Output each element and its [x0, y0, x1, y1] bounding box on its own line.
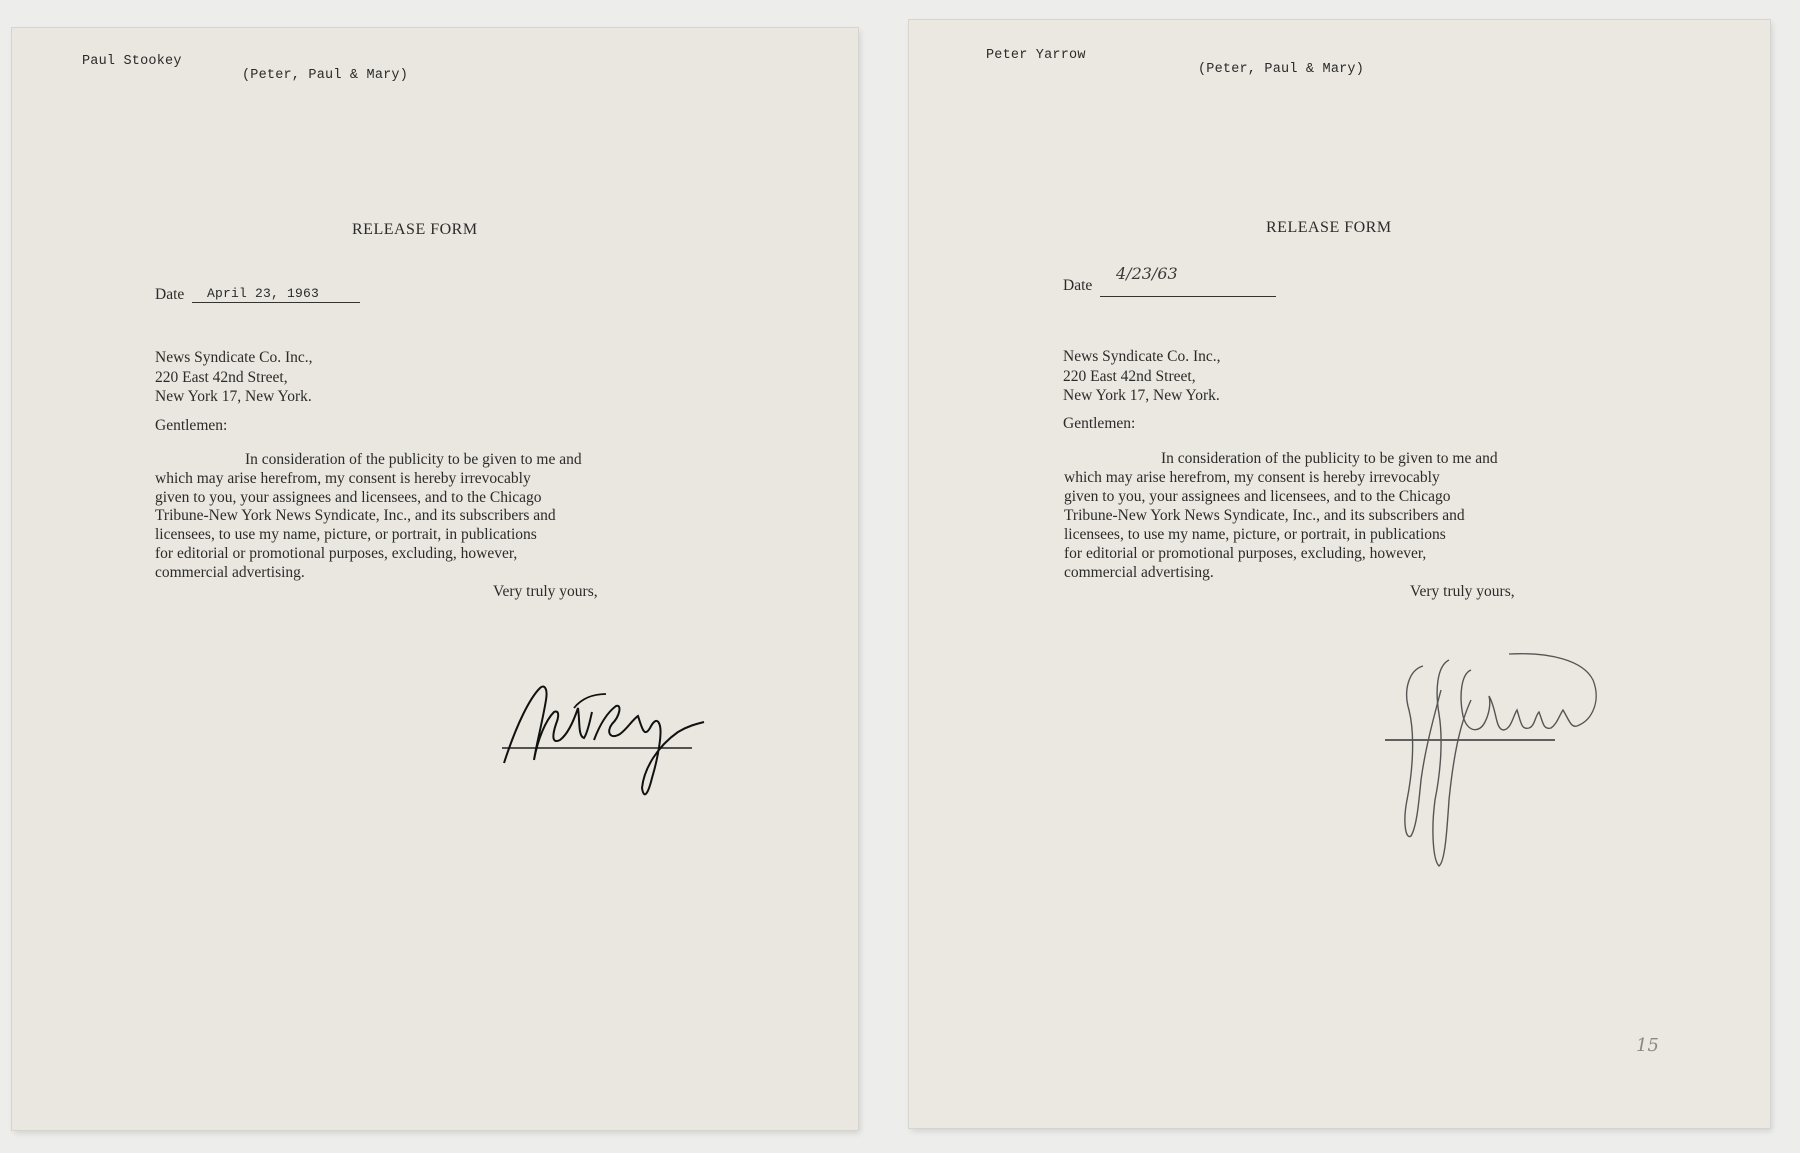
address-line: News Syndicate Co. Inc.,	[155, 349, 313, 366]
body-line: which may arise herefrom, my consent is hereby irrevocably	[155, 469, 531, 487]
date-value: 4/23/63	[1116, 264, 1178, 283]
date-underline	[1100, 296, 1276, 297]
date-underline	[192, 302, 360, 303]
body-line: commercial advertising.	[1064, 564, 1214, 581]
body-line: licensees, to use my name, picture, or portrait, in publications	[155, 526, 537, 544]
body-line: given to you, your assignees and licensees, and to the Chicago	[155, 488, 542, 506]
body-line: for editorial or promotional purposes, excluding, however,	[1064, 545, 1427, 562]
body-paragraph	[1064, 449, 1498, 582]
recipient-address	[1063, 347, 1221, 406]
salutation: Gentlemen:	[1063, 415, 1136, 432]
body-line: Tribune-New York News Syndicate, Inc., and its subscribers and	[1064, 507, 1465, 524]
date-label: Date	[155, 286, 185, 303]
header-name: Paul Stookey	[82, 54, 182, 69]
address-line: 220 East 42nd Street,	[155, 368, 288, 386]
signature-paul-stookey	[482, 628, 722, 808]
address-line: New York 17, New York.	[155, 388, 312, 405]
margin-note: 15	[1636, 1035, 1659, 1056]
body-line: given to you, your assignees and licensees, and to the Chicago	[1064, 488, 1451, 505]
form-title: RELEASE FORM	[1266, 219, 1392, 236]
body-line: which may arise herefrom, my consent is hereby irrevocably	[1064, 469, 1440, 486]
release-form-paul-stookey	[12, 28, 858, 1130]
body-line: licensees, to use my name, picture, or portrait, in publications	[1064, 526, 1446, 543]
body-line: for editorial or promotional purposes, excluding, however,	[155, 544, 518, 562]
address-line: 220 East 42nd Street,	[1063, 367, 1196, 385]
closing: Very truly yours,	[493, 583, 598, 600]
release-form-peter-yarrow	[909, 20, 1770, 1128]
body-paragraph	[155, 451, 582, 583]
date-value: April 23, 1963	[207, 286, 320, 301]
form-title: RELEASE FORM	[352, 221, 478, 238]
recipient-address	[155, 348, 313, 407]
date-label: Date	[1063, 277, 1093, 294]
body-line: In consideration of the publicity to be given to me and	[245, 451, 582, 468]
address-line: New York 17, New York.	[1063, 387, 1220, 404]
address-line: News Syndicate Co. Inc.,	[1063, 348, 1221, 365]
body-line: Tribune-New York News Syndicate, Inc., and its subscribers and	[155, 507, 556, 525]
header-group: (Peter, Paul & Mary)	[1198, 62, 1365, 77]
signature-peter-yarrow	[1379, 630, 1639, 890]
body-line: commercial advertising.	[155, 563, 305, 581]
body-line: In consideration of the publicity to be given to me and	[1161, 450, 1498, 467]
header-name: Peter Yarrow	[986, 48, 1086, 63]
closing: Very truly yours,	[1410, 583, 1515, 600]
header-group: (Peter, Paul & Mary)	[242, 68, 409, 83]
salutation: Gentlemen:	[155, 417, 228, 434]
